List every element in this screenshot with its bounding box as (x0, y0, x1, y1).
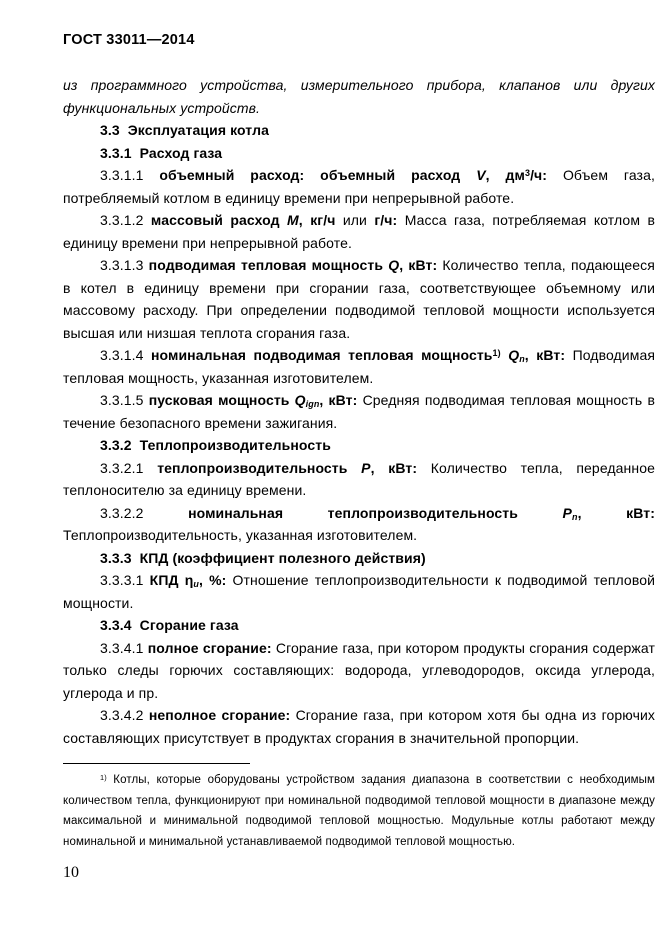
heading-3-3-3 (63, 547, 655, 570)
text-run: подводимая тепловая мощность (148, 257, 389, 273)
text-run: 3.3.3 КПД (коэффициент полезного действия) (100, 549, 426, 566)
text-run: 3.3.1.3 (100, 257, 149, 273)
text-run: , кВт: (577, 504, 655, 521)
term-3-3-4-1 (63, 637, 655, 705)
text-run: 1) (100, 772, 107, 782)
text-run: 3.3.1.4 (100, 347, 151, 363)
text-run: P (361, 459, 371, 476)
text-run: , кВт: (370, 459, 431, 476)
term-3-3-2-1 (63, 457, 655, 502)
text-run: , %: (198, 572, 233, 588)
text-run: , дм (485, 167, 525, 183)
text-run: г/ч: (374, 212, 405, 228)
text-run: 3.3.4.2 (100, 707, 149, 723)
text-run: 3.3.4.1 (100, 639, 148, 656)
term-3-3-1-5 (63, 389, 655, 434)
text-run: Подводимая тепловая мощность, указанная изготовителем. (63, 347, 656, 386)
text-run: Теплопроизводительность, указанная изготовителем. (63, 527, 418, 543)
heading-3-3-4 (63, 614, 655, 637)
text-run: или (342, 212, 375, 228)
term-3-3-1-1 (63, 164, 655, 209)
text-run: η (184, 572, 194, 588)
text-run: Масса газа, потребляемая котлом в единицу времени при непрерывной работе. (63, 212, 655, 251)
text-run: Средняя подводимая тепловая мощность в течение безопасного времени зажигания. (63, 392, 655, 431)
text-run: 3.3.2 Теплопроизводительность (100, 437, 331, 453)
text-run: 3.3.4 Сгорание газа (100, 617, 239, 633)
text-run: , (298, 212, 311, 228)
text-run: , кВт: (524, 347, 573, 363)
text-run: 3.3.2.1 (100, 459, 158, 476)
text-run: массовый расход (150, 212, 288, 228)
text-run: n (519, 354, 525, 365)
text-run: номинальная теплопроизводительность (188, 504, 563, 521)
text-run: кг/ч (310, 212, 343, 228)
term-3-3-3-1 (63, 569, 655, 614)
text-run: М (287, 212, 299, 228)
text-run: V (476, 167, 486, 183)
text-run: 3.3.1 Расход газа (100, 144, 223, 161)
text-run: 3 (524, 167, 531, 178)
text-run: , кВт: (399, 257, 443, 273)
term-3-3-2-2 (63, 502, 655, 547)
text-run: P (562, 504, 572, 521)
text-run: КПД (149, 572, 185, 588)
footnote-1 (63, 770, 655, 852)
text-run: Q (294, 392, 306, 408)
text-run: 3.3 Эксплуатация котла (100, 122, 269, 138)
heading-3-3-2 (63, 434, 655, 457)
text-run: Сгорание газа, при котором хотя бы одна из горючих составляющих присутствует в продуктах сгорания в значительной пропорции. (63, 707, 655, 746)
text-run: из программного устройства, измерительного прибора, клапанов или других функциональных устройств. (63, 77, 655, 116)
text-run: неполное сгорание: (148, 707, 296, 723)
text-run: Количество тепла, подающееся в котел в единицу времени при сгорании газа, соответствующее объемному или массовому расходу. При определении подводимой тепловой мощности используется высшая или низшая теплота сгорания газа. (63, 257, 655, 341)
document-standard-number: ГОСТ 33011—2014 (63, 32, 195, 48)
page-content (63, 32, 655, 852)
text-run: Сгорание газа, при котором продукты сгорания содержат только следы горючих составляющих: водорода, углеводородов, оксида углерода, углерода и пр. (63, 639, 655, 701)
text-run: 3.3.1.1 (100, 167, 160, 183)
text-run: Q (388, 257, 400, 273)
text-run: Отношение теплопроизводительности к подводимой тепловой мощности. (63, 572, 655, 611)
page-number: 10 (63, 864, 79, 881)
text-run: Количество тепла, переданное теплоносителю за единицу времени. (63, 459, 655, 498)
text-run: пусковая мощность (148, 392, 295, 408)
text-run: объемный расход: объемный расход (159, 167, 477, 183)
document-body (63, 74, 655, 852)
text-run: 3.3.3.1 (100, 572, 150, 588)
heading-3-3-1 (63, 142, 655, 165)
footnote-separator (63, 763, 250, 764)
term-3-3-1-3 (63, 254, 655, 344)
term-3-3-1-2 (63, 209, 655, 254)
text-run: 3.3.1.5 (100, 392, 149, 408)
text-run: /ч: (530, 167, 563, 183)
paragraph-continuation (63, 74, 655, 119)
text-run: 3.3.1.2 (100, 212, 151, 228)
text-run: теплопроизводительность (157, 459, 362, 476)
text-run: номинальная подводимая тепловая мощность (151, 347, 493, 363)
text-run: u (193, 579, 199, 590)
text-run: 1) (492, 347, 501, 358)
term-3-3-1-4 (63, 344, 655, 389)
heading-3-3 (63, 119, 655, 142)
text-run: ign (305, 399, 320, 410)
text-run: 3.3.2.2 (100, 504, 189, 521)
text-run: полное сгорание: (147, 639, 276, 656)
text-run: , кВт: (319, 392, 363, 408)
text-run: Q (508, 347, 520, 363)
text-run: Котлы, которые оборудованы устройством задания диапазона в соответствии с необходимым количеством тепла, функционируют при номинальной подводимой тепловой мощности в диапазоне между максимальной и минимальной подводимой тепловой мощностью. Модульные котлы работают между номинальной и минимальной устанавливаемой подводимой тепловой мощностью. (63, 774, 655, 848)
term-3-3-4-2 (63, 704, 655, 749)
text-run: n (571, 511, 578, 522)
text-run: Объем газа, потребляемый котлом в единицу времени при непрерывной работе. (63, 167, 655, 206)
